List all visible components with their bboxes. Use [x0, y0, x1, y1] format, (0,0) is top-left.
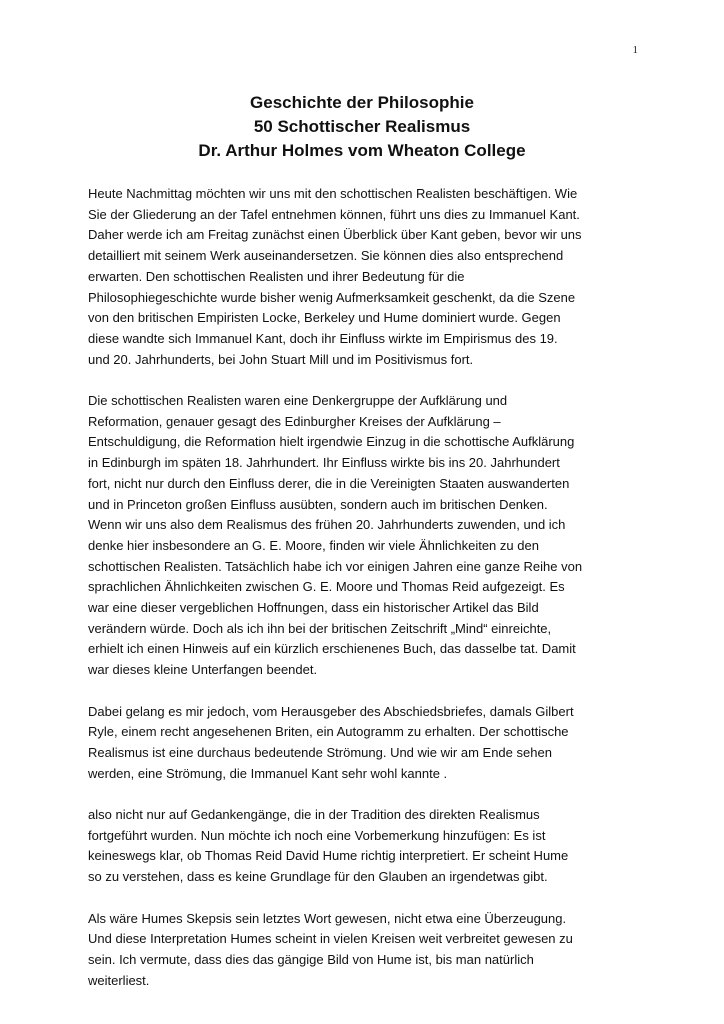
text-line: fortgeführt wurden. Nun möchte ich noch eine Vorbemerkung hinzufügen: Es ist — [88, 827, 546, 843]
paragraph — [88, 391, 636, 681]
text-line: keineswegs klar, ob Thomas Reid David Hume richtig interpretiert. Er scheint Hume — [88, 848, 569, 864]
text-line: diese wandte sich Immanuel Kant, doch ihr Einfluss wirkte im Empirismus des 19. — [88, 330, 558, 346]
text-line: Daher werde ich am Freitag zunächst einen Überblick über Kant geben, bevor wir uns — [88, 227, 582, 243]
text-line: Entschuldigung, die Reformation hielt irgendwie Einzug in die schottische Aufklärung — [88, 434, 575, 450]
text-line: Realismus ist eine durchaus bedeutende Strömung. Und wie wir am Ende sehen — [88, 744, 552, 760]
paragraph — [88, 184, 636, 370]
text-line: so zu verstehen, dass es keine Grundlage für den Glauben an irgendetwas gibt. — [88, 869, 548, 885]
text-line: detailliert mit seinem Werk auseinandersetzen. Sie können dies also entsprechend — [88, 248, 564, 264]
text-line: war dieses kleine Unterfangen beendet. — [88, 662, 318, 678]
text-line: Wenn wir uns also dem Realismus des frühen 20. Jahrhunderts zuwenden, und ich — [88, 517, 566, 533]
text-line: fort, nicht nur durch den Einfluss derer, die in die Vereinigten Staaten auswanderten — [88, 475, 570, 491]
text-line: von den britischen Empiristen Locke, Berkeley und Hume dominiert wurde. Gegen — [88, 310, 561, 326]
text-line: also nicht nur auf Gedankengänge, die in der Tradition des direkten Realismus — [88, 807, 540, 823]
text-line: Als wäre Humes Skepsis sein letztes Wort gewesen, nicht etwa eine Überzeugung. — [88, 910, 567, 926]
text-line: Dabei gelang es mir jedoch, vom Herausgeber des Abschiedsbriefes, damals Gilbert — [88, 703, 574, 719]
text-line: und 20. Jahrhunderts, bei John Stuart Mill und im Positivismus fort. — [88, 351, 474, 367]
text-line: in Edinburgh im späten 18. Jahrhundert. Ihr Einfluss wirkte bis ins 20. Jahrhundert — [88, 455, 560, 471]
document-body — [88, 184, 636, 1012]
text-line: Philosophiegeschichte wurde bisher wenig Aufmerksamkeit geschenkt, da die Szene — [88, 289, 576, 305]
text-line: verändern würde. Doch als ich ihn bei der britischen Zeitschrift „Mind“ einreichte, — [88, 620, 552, 636]
paragraph — [88, 702, 636, 785]
text-line: Reformation, genauer gesagt des Edinburgher Kreises der Aufklärung – — [88, 413, 501, 429]
text-line: werden, eine Strömung, die Immanuel Kant sehr wohl kannte . — [88, 765, 448, 781]
text-line: war eine dieser vergeblichen Hoffnungen, dass ein historischer Artikel das Bild — [88, 600, 539, 616]
text-line: Sie der Gliederung an der Tafel entnehmen können, führt uns dies zu Immanuel Kant. — [88, 206, 580, 222]
title-line-3: Dr. Arthur Holmes vom Wheaton College — [198, 141, 526, 160]
text-line: sprachlichen Ähnlichkeiten zwischen G. E. Moore und Thomas Reid aufgezeigt. Es — [88, 579, 565, 595]
text-line: und in Princeton großen Einfluss ausübten, sondern auch im britischen Denken. — [88, 496, 548, 512]
text-line: Die schottischen Realisten waren eine Denkergruppe der Aufklärung und — [88, 393, 508, 409]
text-line: Heute Nachmittag möchten wir uns mit den schottischen Realisten beschäftigen. Wie — [88, 186, 578, 201]
text-line: Ryle, einem recht angesehenen Briten, ein Autogramm zu erhalten. Der schottische — [88, 724, 569, 740]
text-line: sein. Ich vermute, dass dies das gängige Bild von Hume ist, bis man natürlich — [88, 951, 534, 967]
title-line-1: Geschichte der Philosophie — [250, 93, 474, 112]
title-line-2: 50 Schottischer Realismus — [253, 117, 471, 136]
page-number: 1 — [632, 44, 638, 56]
paragraph — [88, 805, 636, 888]
document-title — [0, 91, 724, 163]
text-line: denke hier insbesondere an G. E. Moore, finden wir viele Ähnlichkeiten zu den — [88, 537, 539, 553]
text-line: Und diese Interpretation Humes scheint in vielen Kreisen weit verbreitet gewesen zu — [88, 931, 573, 947]
text-line: weiterliest. — [88, 972, 150, 988]
text-line: erhielt ich einen Hinweis auf ein kürzlich erschienenes Buch, das dasselbe tat. Damit — [88, 641, 576, 657]
paragraph — [88, 909, 636, 992]
text-line: schottischen Realisten. Tatsächlich habe ich vor einigen Jahren eine ganze Reihe von — [88, 558, 583, 574]
text-line: erwarten. Den schottischen Realisten und ihrer Bedeutung für die — [88, 268, 465, 284]
